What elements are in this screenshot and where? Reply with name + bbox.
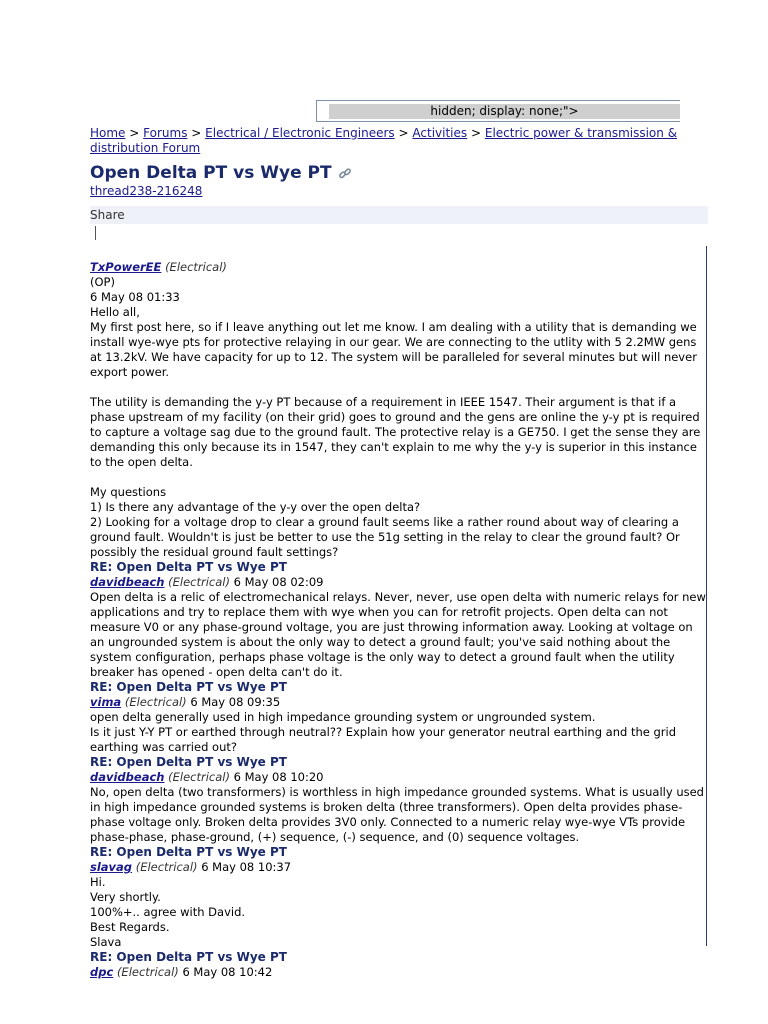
reply-title: RE: Open Delta PT vs Wye PT — [90, 950, 287, 964]
original-post — [90, 260, 708, 560]
breadcrumb-separator: > — [191, 126, 202, 140]
hidden-text-field[interactable] — [316, 100, 680, 122]
reply-post — [90, 680, 708, 755]
post-line: Open delta is a relic of electromechanical relays. Never, never, use open delta with numeric relays for new applications and try to replace them with wye when you can for retrofit projects. Open delta can not measure V0 or any phase-ground voltage, you are just throwing information away. Looking at voltage on an ungrounded system is about the only way to detect a ground fault; you've said nothing about the system configuration, perhaps phase voltage is the only way to detect a ground fault when the utility breaker has opened - open delta can't do it. — [90, 590, 706, 679]
post-author[interactable]: vima — [90, 695, 122, 709]
post-line: Hi. — [90, 875, 106, 889]
post-author[interactable]: slavag — [90, 860, 133, 874]
breadcrumb-home[interactable]: Home — [90, 126, 126, 140]
post-date: 6 May 08 10:42 — [182, 965, 273, 979]
post-body — [90, 785, 708, 845]
post-line: 2) Looking for a voltage drop to clear a ground fault seems like a rather round about way of clearing a ground fault. Wouldn't is just be better to use the 51g setting in the relay to clear the ground fault? Or possibly the residual ground fault settings? — [90, 515, 680, 559]
post-author[interactable]: davidbeach — [90, 575, 165, 589]
permalink-icon[interactable] — [338, 166, 352, 180]
reply-title: RE: Open Delta PT vs Wye PT — [90, 680, 287, 694]
post-line: Best Regards. — [90, 920, 170, 934]
breadcrumb-separator: > — [129, 126, 140, 140]
post-body — [90, 305, 708, 560]
hidden-text-field-value: hidden; display: none;"> — [329, 104, 680, 119]
reply-post — [90, 560, 708, 680]
breadcrumb-separator: > — [398, 126, 409, 140]
paragraph-gap — [90, 380, 708, 395]
post-date: 6 May 08 10:37 — [201, 860, 292, 874]
post-date: 6 May 08 10:20 — [233, 770, 324, 784]
post-body — [90, 590, 708, 680]
breadcrumb — [90, 126, 708, 156]
breadcrumb-forums[interactable]: Forums — [143, 126, 188, 140]
paragraph-gap — [90, 470, 708, 485]
post-author-role: (Electrical) — [116, 965, 179, 979]
post-date: 6 May 08 02:09 — [233, 575, 324, 589]
page-title: Open Delta PT vs Wye PT — [90, 163, 332, 183]
op-tag: (OP) — [90, 275, 115, 289]
reply-post — [90, 755, 708, 845]
post-line: open delta generally used in high impedance grounding system or ungrounded system. — [90, 710, 596, 724]
reply-post — [90, 845, 708, 950]
breadcrumb-power-forum[interactable]: Electric power & transmission & distribution Forum — [90, 126, 678, 155]
share-bar[interactable] — [90, 206, 708, 224]
text-cursor — [95, 226, 96, 240]
post-date: 6 May 08 09:35 — [190, 695, 281, 709]
reply-post — [90, 950, 708, 980]
post-author[interactable]: dpc — [90, 965, 114, 979]
post-header — [90, 770, 708, 785]
post-header — [90, 695, 708, 710]
post-line: My first post here, so if I leave anything out let me know. I am dealing with a utility that is demanding we install wye-wye pts for protective relaying in our gear. We are connecting to the utlity with 5 2.2MW gens at 13.2kV. We have capacity for up to 12. The system will be paralleled for several minutes but will never export power. — [90, 320, 697, 379]
post-line: No, open delta (two transformers) is worthless in high impedance grounded systems. What is usually used in high impedance grounded systems is broken delta (three transformers). Open delta provides phase-phase voltage only. Broken delta provides 3V0 only. Connected to a numeric relay wye-wye VTs provide phase-phase, phase-ground, (+) sequence, (-) sequence, and (0) sequence voltages. — [90, 785, 704, 844]
post-author-role: (Electrical) — [168, 770, 230, 784]
post-author-role: (Electrical) — [135, 860, 198, 874]
breadcrumb-separator: > — [470, 126, 482, 140]
post-line: Very shortly. — [90, 890, 161, 904]
post-author[interactable]: davidbeach — [90, 770, 165, 784]
reply-title: RE: Open Delta PT vs Wye PT — [90, 560, 287, 574]
post-line: The utility is demanding the y-y PT because of a requirement in IEEE 1547. Their argument is that if a phase upstream of my facility (on their grid) goes to ground and the gens are online the y-y pt is required to capture a voltage sag due to the ground fault. The protective relay is a GE750. I get the sense they are demanding this only because its in 1547, they can't explain to me why the y-y is superior in this instance to the open delta. — [90, 395, 701, 469]
post-list — [90, 260, 708, 980]
post-date: 6 May 08 01:33 — [90, 290, 180, 304]
breadcrumb-activities[interactable]: Activities — [412, 126, 468, 140]
share-label: Share — [90, 208, 125, 222]
reply-title: RE: Open Delta PT vs Wye PT — [90, 755, 287, 769]
post-line: Is it just Y-Y PT or earthed through neutral?? Explain how your generator neutral earthing and the grid earthing was carried out? — [90, 725, 677, 754]
post-body — [90, 875, 708, 950]
main-content — [90, 126, 708, 980]
thread-id-link[interactable]: thread238-216248 — [90, 184, 203, 198]
post-header — [90, 965, 708, 980]
post-author-role: (Electrical) — [124, 695, 187, 709]
post-line: Hello all, — [90, 305, 140, 319]
post-header — [90, 860, 708, 875]
post-author-role: (Electrical) — [168, 575, 230, 589]
post-author-role: (Electrical) — [165, 260, 227, 274]
title-row — [90, 162, 708, 184]
post-body — [90, 710, 708, 755]
post-line: My questions — [90, 485, 167, 499]
breadcrumb-electrical-engineers[interactable]: Electrical / Electronic Engineers — [205, 126, 395, 140]
post-header — [90, 575, 708, 590]
post-header — [90, 260, 708, 275]
reply-title: RE: Open Delta PT vs Wye PT — [90, 845, 287, 859]
post-line: 1) Is there any advantage of the y-y over the open delta? — [90, 500, 421, 514]
post-line: Slava — [90, 935, 122, 949]
post-author[interactable]: TxPowerEE — [90, 260, 162, 274]
post-line: 100%+.. agree with David. — [90, 905, 246, 919]
